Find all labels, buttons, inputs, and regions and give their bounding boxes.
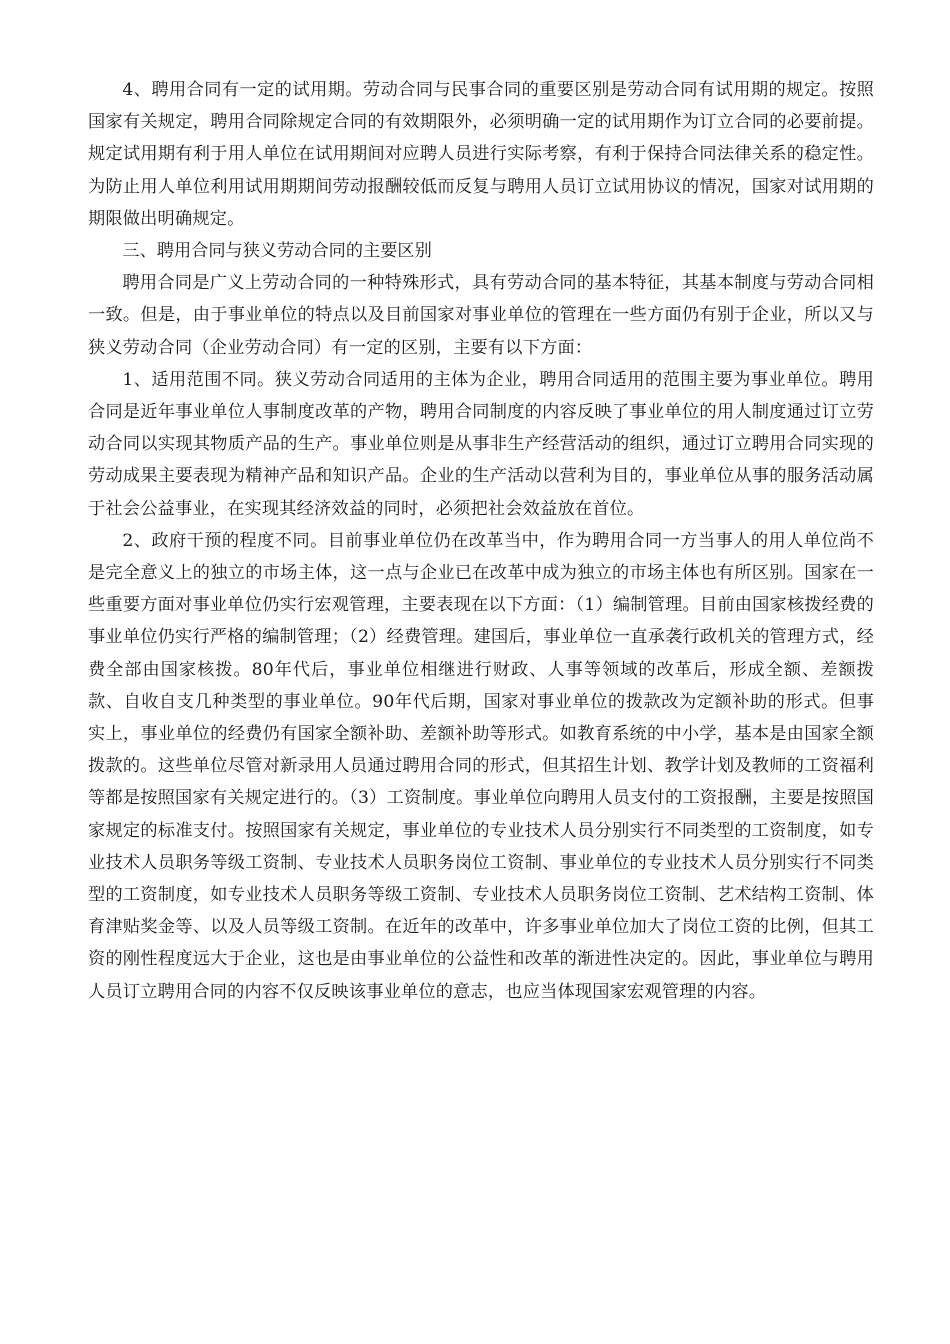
paragraph-probation-period: 4、聘用合同有一定的试用期。劳动合同与民事合同的重要区别是劳动合同有试用期的规定。按照国家有关规定，聘用合同除规定合同的有效期限外，必须明确一定的试用期作为订立合同的必要前提。规定试用期有利于用人单位在试用期间对应聘人员进行实际考察，有利于保持合同法律关系的稳定性。为防止用人单位利用试用期期间劳动报酬较低而反复与聘用人员订立试用协议的情况，国家对试用期的期限做出明确规定。 [88,80,874,229]
section-heading-main-differences: 三、聘用合同与狭义劳动合同的主要区别 [122,241,432,262]
document-body [88,74,874,1008]
paragraph-intro-differences: 聘用合同是广义上劳动合同的一种特殊形式，具有劳动合同的基本特征，其基本制度与劳动合同相一致。但是，由于事业单位的特点以及目前国家对事业单位的管理在一些方面仍有别于企业，所以又与狭义劳动合同（企业劳动合同）有一定的区别，主要有以下方面： [88,273,874,358]
paragraph-government-intervention: 2、政府干预的程度不同。目前事业单位仍在改革当中，作为聘用合同一方当事人的用人单位尚不是完全意义上的独立的市场主体，这一点与企业已在改革中成为独立的市场主体也有所区别。国家在一些重要方面对事业单位仍实行宏观管理，主要表现在以下方面：（1）编制管理。目前由国家核拨经费的事业单位仍实行严格的编制管理；（2）经费管理。建国后，事业单位一直承袭行政机关的管理方式，经费全部由国家核拨。80年代后，事业单位相继进行财政、人事等领域的改革后，形成全额、差额拨款、自收自支几种类型的事业单位。90年代后期，国家对事业单位的拨款改为定额补助的形式。但事实上，事业单位的经费仍有国家全额补助、差额补助等形式。如教育系统的中小学，基本是由国家全额拨款的。这些单位尽管对新录用人员通过聘用合同的形式，但其招生计划、教学计划及教师的工资福利等都是按照国家有关规定进行的。（3）工资制度。事业单位向聘用人员支付的工资报酬，主要是按照国家规定的标准支付。按照国家有关规定，事业单位的专业技术人员分别实行不同类型的工资制度，如专业技术人员职务等级工资制、专业技术人员职务岗位工资制、事业单位的专业技术人员分别实行不同类型的工资制度，如专业技术人员职务等级工资制、专业技术人员职务岗位工资制、艺术结构工资制、体育津贴奖金等、以及人员等级工资制。在近年的改革中，许多事业单位加大了岗位工资的比例，但其工资的刚性程度远大于企业，这也是由事业单位的公益性和改革的渐进性决定的。因此，事业单位与聘用人员订立聘用合同的内容不仅反映该事业单位的意志，也应当体现国家宏观管理的内容。 [88,530,874,1002]
paragraph-scope-difference: 1、适用范围不同。狭义劳动合同适用的主体为企业，聘用合同适用的范围主要为事业单位。聘用合同是近年事业单位人事制度改革的产物，聘用合同制度的内容反映了事业单位的用人制度通过订立劳动合同以实现其物质产品的生产。事业单位则是从事非生产经营活动的组织，通过订立聘用合同实现的劳动成果主要表现为精神产品和知识产品。企业的生产活动以营利为目的，事业单位从事的服务活动属于社会公益事业，在实现其经济效益的同时，必须把社会效益放在首位。 [88,369,874,519]
